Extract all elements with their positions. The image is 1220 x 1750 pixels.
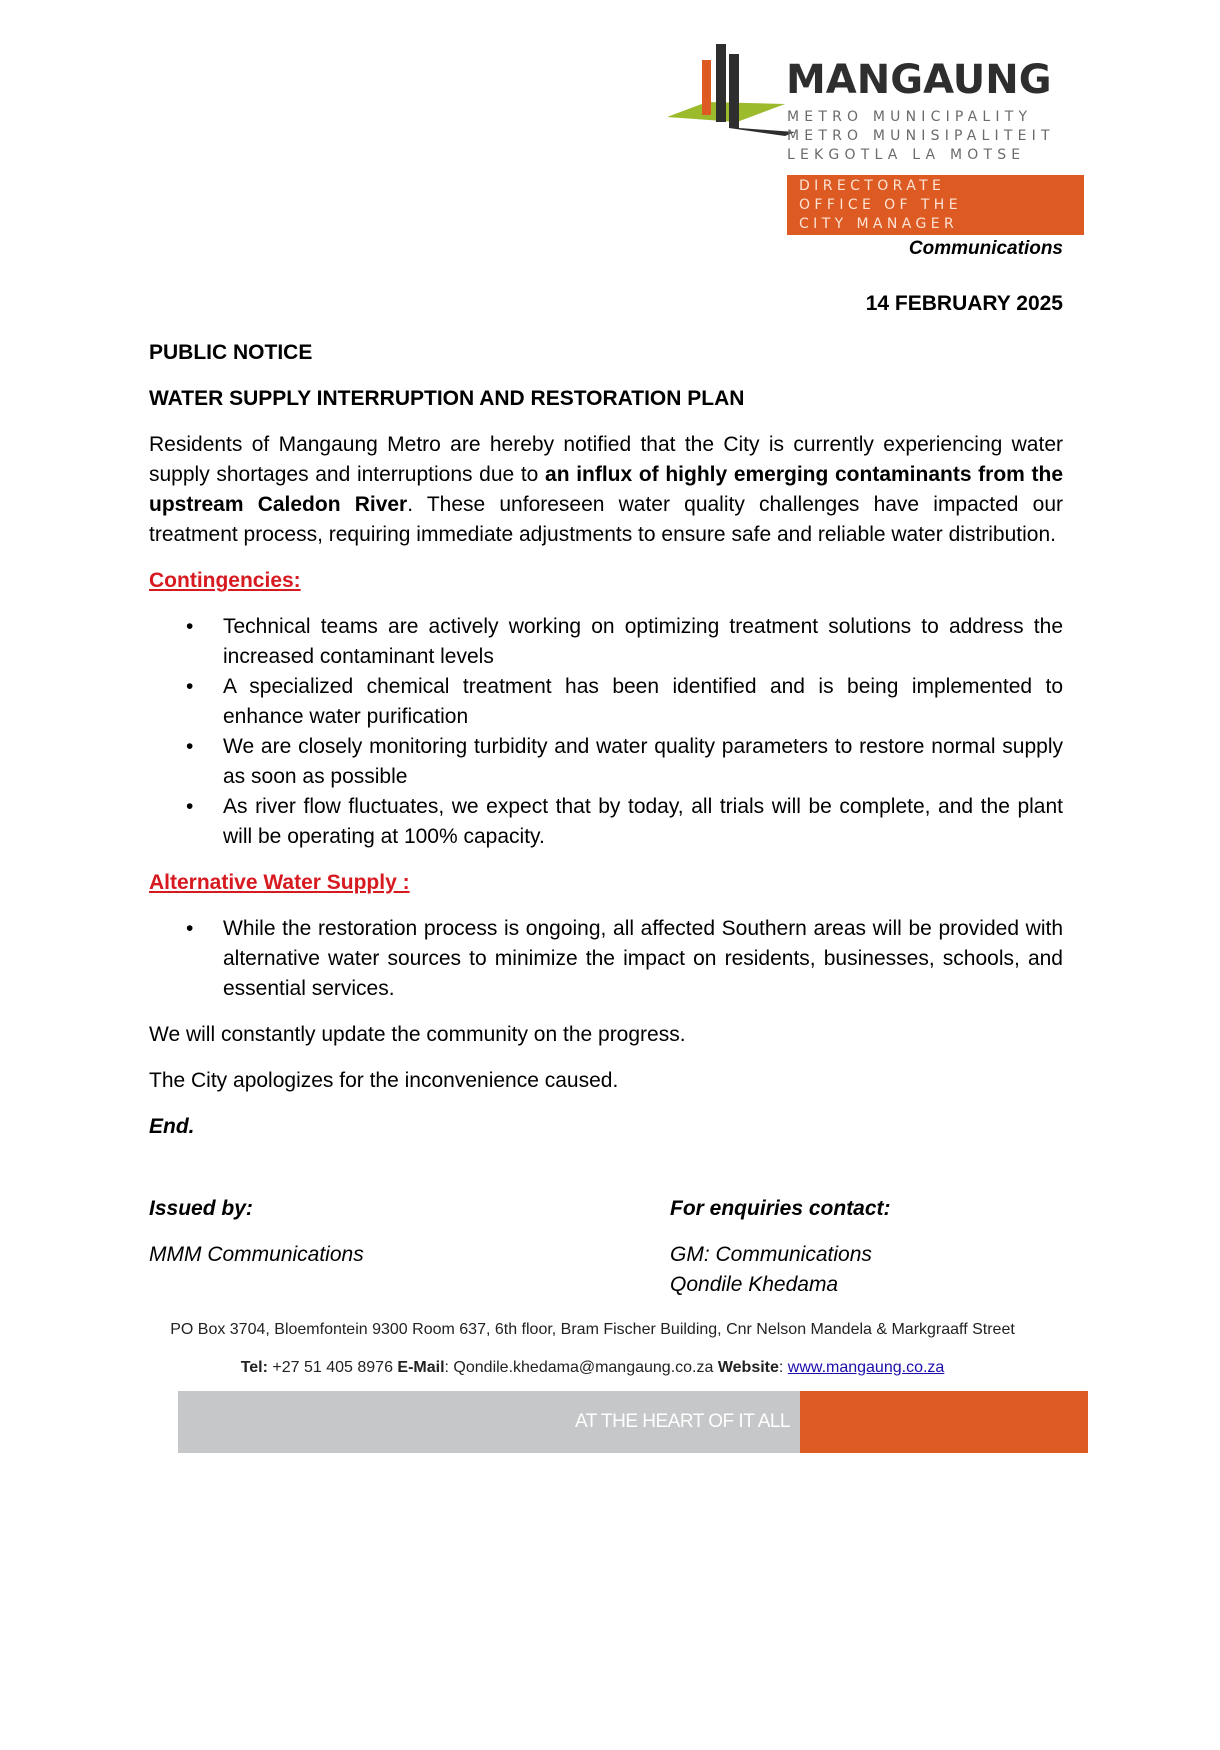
contact-line: [0, 1359, 1185, 1377]
department-label: Communications: [908, 238, 1063, 259]
directorate-line: DIRECTORATE: [799, 178, 946, 194]
footer-banner: [178, 1391, 1088, 1453]
intro-emphasis: an influx of highly emerging contaminants from the upstream Caledon River: [149, 463, 1063, 516]
issued-by-value: MMM Communications: [149, 1243, 364, 1266]
footer-banner-orange: [800, 1391, 1088, 1453]
email-value: : Qondile.khedama@mangaung.co.za: [444, 1359, 718, 1376]
notice-body: [149, 338, 1063, 1158]
brand-line-sesotho: LEKGOTLA LA MOTSE: [787, 147, 1026, 163]
enquiries-block: [670, 1194, 891, 1300]
directorate-line: OFFICE OF THE: [799, 197, 962, 213]
tagline: AT THE HEART OF IT ALL: [575, 1411, 790, 1432]
tel-value: +27 51 405 8976: [267, 1359, 398, 1376]
enquiries-label: For enquiries contact:: [670, 1197, 891, 1220]
notice-title: WATER SUPPLY INTERRUPTION AND RESTORATION PLAN: [149, 387, 745, 410]
notice-date: 14 FEBRUARY 2025: [865, 292, 1063, 315]
postal-address: PO Box 3704, Bloemfontein 9300 Room 637, 6th floor, Bram Fischer Building, Cnr Nelson Mandela & Markgraaff Street: [170, 1321, 1015, 1338]
contingencies-heading: Contingencies:: [149, 569, 301, 592]
apology-text: The City apologizes for the inconvenience caused.: [149, 1069, 619, 1092]
intro-text: . These unforeseen water quality challenges have impacted our treatment process, requiring immediate adjustments to ensure safe and reliable water distribution.: [149, 493, 1063, 546]
contingencies-list: [149, 612, 1063, 852]
list-item: • As river flow fluctuates, we expect that by today, all trials will be complete, and the plant will be operating at 100% capacity.: [223, 792, 1063, 852]
intro-paragraph: [149, 430, 1063, 550]
brand-name: MANGAUNG: [786, 57, 1052, 103]
end-marker: End.: [149, 1115, 195, 1138]
email-label: E-Mail: [397, 1359, 445, 1376]
list-item: • We are closely monitoring turbidity and water quality parameters to restore normal supply as soon as possible: [223, 732, 1063, 792]
notice-label: PUBLIC NOTICE: [149, 341, 313, 364]
brand-line-afrikaans: METRO MUNISIPALITEIT: [787, 128, 1055, 144]
footer-banner-grey: [178, 1391, 800, 1453]
website-link[interactable]: www.mangaung.co.za: [787, 1359, 945, 1376]
list-item: • A specialized chemical treatment has been identified and is being implemented to enhance water purification: [223, 672, 1063, 732]
mangaung-logo: [667, 42, 1087, 232]
list-item: • Technical teams are actively working on optimizing treatment solutions to address the increased contaminant levels: [223, 612, 1063, 672]
enquiries-name: Qondile Khedama: [670, 1273, 839, 1296]
tel-label: Tel:: [240, 1359, 268, 1376]
issued-by-label: Issued by:: [149, 1197, 253, 1220]
intro-text: Residents of Mangaung Metro are hereby notified that the City is currently experiencing water supply shortages and interruptions due to: [149, 433, 1063, 486]
directorate-box: [787, 175, 1084, 235]
issued-by-block: [149, 1194, 364, 1270]
list-item: • While the restoration process is ongoing, all affected Southern areas will be provided with alternative water sources to minimize the impact on residents, businesses, schools, and essential services.: [223, 914, 1063, 1004]
alternative-supply-list: [149, 914, 1063, 1004]
brand-line-english: METRO MUNICIPALITY: [787, 109, 1033, 125]
update-text: We will constantly update the community on the progress.: [149, 1023, 686, 1046]
alternative-supply-heading: Alternative Water Supply :: [149, 871, 410, 894]
website-separator: :: [778, 1359, 788, 1376]
mangaung-emblem-icon: [667, 42, 797, 137]
website-label: Website: [717, 1359, 779, 1376]
directorate-line: CITY MANAGER: [799, 216, 959, 232]
enquiries-title: GM: Communications: [670, 1243, 872, 1266]
